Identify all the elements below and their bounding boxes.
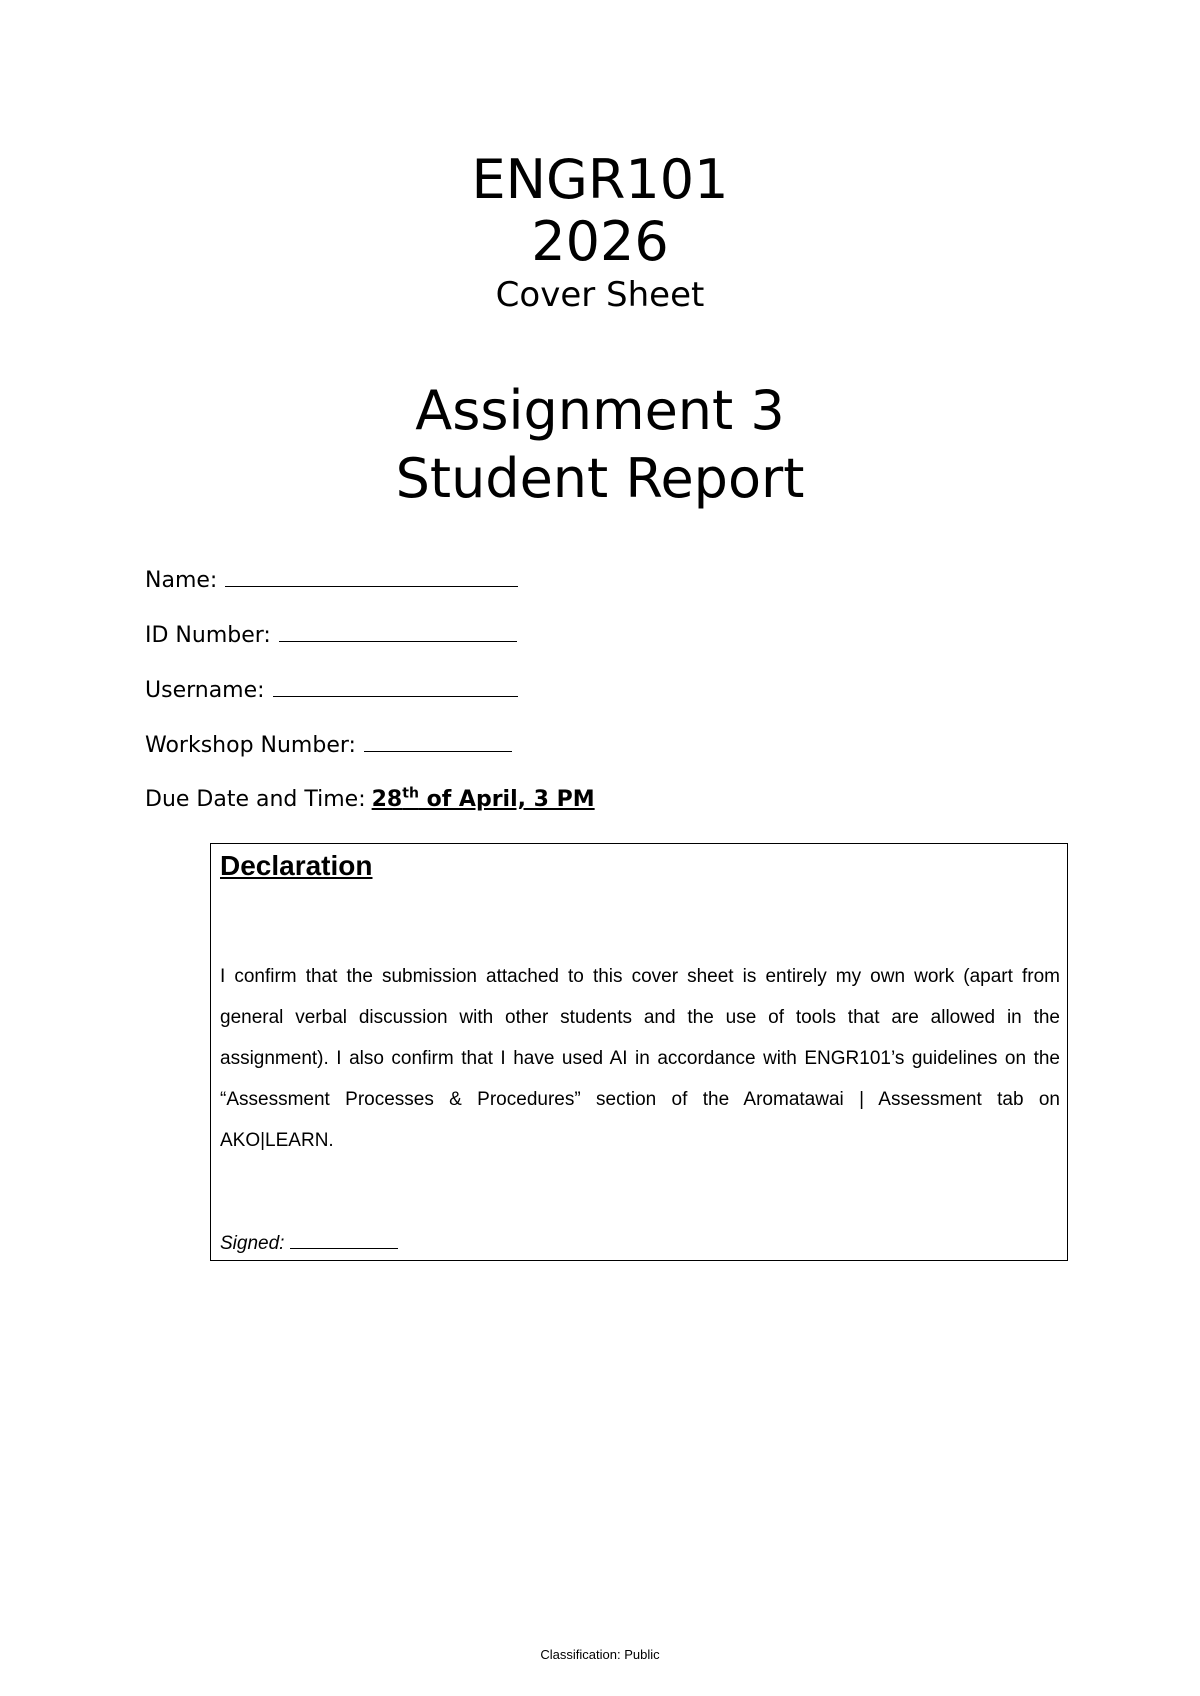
workshop-number-field <box>145 731 512 760</box>
due-day: 28 <box>371 787 403 812</box>
signature-field <box>220 1232 398 1256</box>
name-blank-line[interactable] <box>225 566 518 587</box>
name-label: Name: <box>145 568 218 593</box>
due-date-label: Due Date and Time: <box>145 787 366 812</box>
course-year: 2026 <box>531 210 669 273</box>
report-title: Student Report <box>395 447 805 510</box>
due-date-value <box>372 787 595 812</box>
declaration-text: I confirm that the submission attached to this cover sheet is entirely my own work (apart from general verbal discussion with other students and the use of tools that are allowed in the assignment). I also confirm that I have used AI in accordance with ENGR101’s guidelines on the “Assessment Processes & Procedures” section of the Aromatawai | Assessment tab on AKO|LEARN. <box>220 966 1060 1151</box>
due-day-suffix: th <box>402 785 419 802</box>
id-number-blank-line[interactable] <box>279 621 517 642</box>
signature-blank-line[interactable] <box>290 1232 398 1249</box>
username-blank-line[interactable] <box>273 676 518 697</box>
assignment-title: Assignment 3 <box>415 379 785 442</box>
username-field <box>145 676 518 705</box>
due-rest: of April, 3 PM <box>418 787 595 812</box>
declaration-heading: Declaration <box>220 850 373 881</box>
id-number-label: ID Number: <box>145 623 271 648</box>
due-date-field <box>145 786 595 814</box>
classification-footer: Classification: Public <box>540 1647 660 1662</box>
declaration-box <box>210 843 1068 1261</box>
signed-label: Signed: <box>220 1233 285 1254</box>
name-field <box>145 566 518 595</box>
course-code: ENGR101 <box>471 148 729 211</box>
id-number-field <box>145 621 517 650</box>
document-subtitle: Cover Sheet <box>495 275 705 315</box>
username-label: Username: <box>145 678 265 703</box>
workshop-number-blank-line[interactable] <box>364 731 512 752</box>
workshop-number-label: Workshop Number: <box>145 733 356 758</box>
